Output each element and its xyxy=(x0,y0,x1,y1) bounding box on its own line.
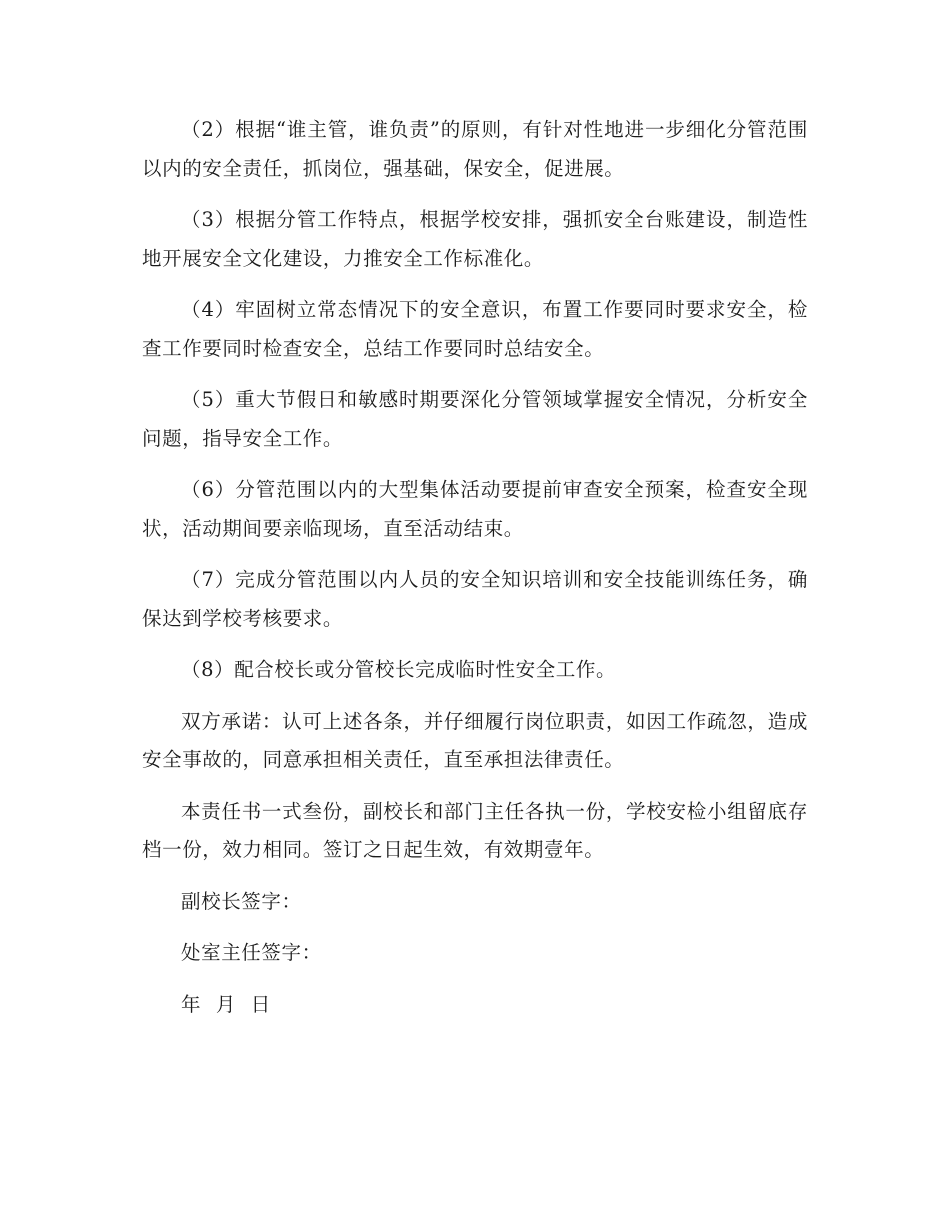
copies-and-validity: 本责任书一式叁份，副校长和部门主任各执一份，学校安检小组留底存档一份，效力相同。签订之日起生效，有效期壹年。 xyxy=(142,799,808,861)
clause-7: （7）完成分管范围以内人员的安全知识培训和安全技能训练任务，确保达到学校考核要求。 xyxy=(142,568,808,630)
office-director-signature-line: 处室主任签字： xyxy=(181,941,322,964)
vice-principal-signature-line: 副校长签字： xyxy=(181,889,302,913)
mutual-commitment: 双方承诺：认可上述各条，并仔细履行岗位职责，如因工作疏忽，造成安全事故的，同意承担相关责任，直至承担法律责任。 xyxy=(142,709,808,771)
clause-2: （2）根据“谁主管，谁负责”的原则，有针对性地进一步细化分管范围以内的安全责任，抓岗位，强基础，保安全，促进展。 xyxy=(142,118,808,180)
clause-4: （4）牢固树立常态情况下的安全意识，布置工作要同时要求安全，检查工作要同时检查安全，总结工作要同时总结安全。 xyxy=(142,298,808,360)
clause-6: （6）分管范围以内的大型集体活动要提前审查安全预案，检查安全现状，活动期间要亲临现场，直至活动结束。 xyxy=(142,478,808,540)
clause-8: （8）配合校长或分管校长完成临时性安全工作。 xyxy=(181,658,617,681)
document-body xyxy=(142,111,808,1037)
date-line: 年 月 日 xyxy=(181,992,271,1016)
clause-5: （5）重大节假日和敏感时期要深化分管领域掌握安全情况，分析安全问题，指导安全工作。 xyxy=(142,388,808,450)
clause-3: （3）根据分管工作特点，根据学校安排，强抓安全台账建设，制造性地开展安全文化建设，力推安全工作标准化。 xyxy=(142,208,808,270)
